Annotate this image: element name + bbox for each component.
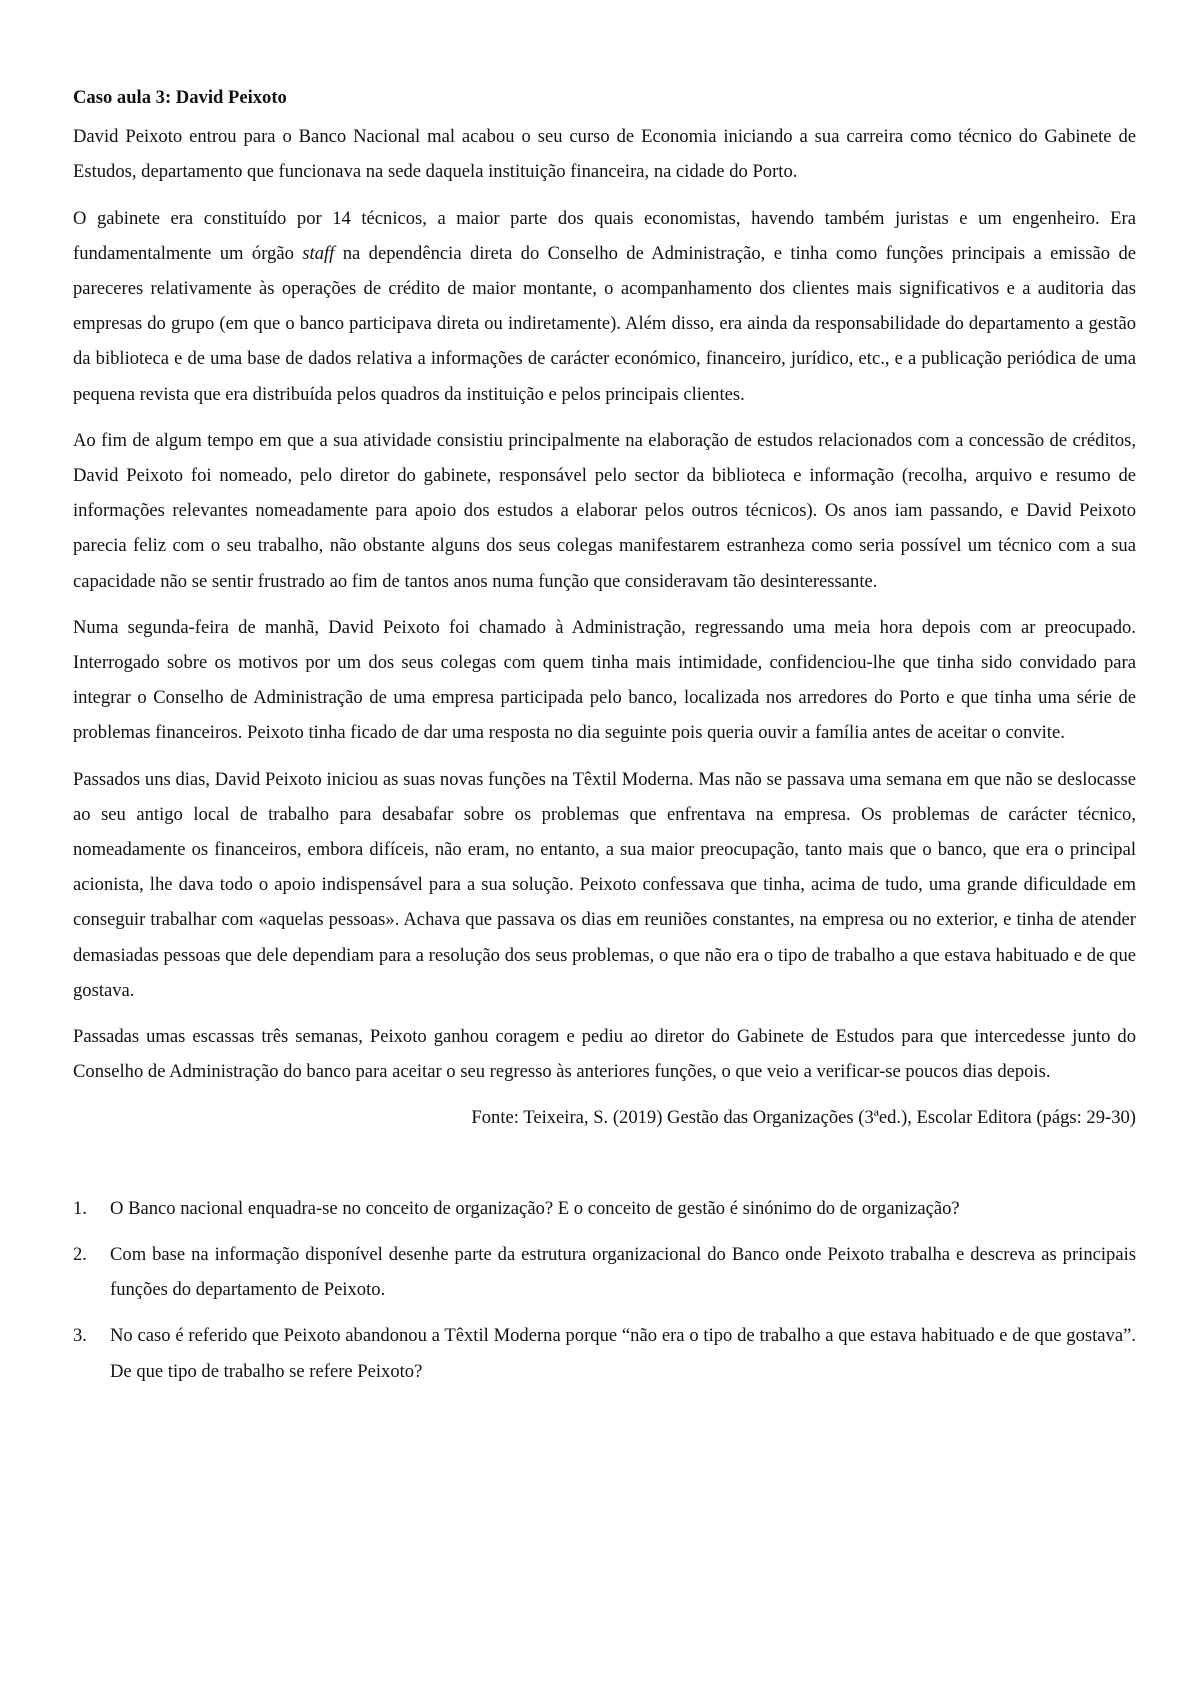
question-text: No caso é referido que Peixoto abandonou a Têxtil Moderna porque “não era o tipo de trabalho a que estava habituado e de que gostava”. De que tipo de trabalho se refere Peixoto? xyxy=(110,1325,1136,1382)
paragraph-text: Numa segunda-feira de manhã, David Peixoto foi chamado à Administração, regressando uma meia hora depois com ar preocupado. Interrogado sobre os motivos por um dos seus colegas com quem tinha mais intimidade, confidenciou-lhe que tinha sido convidado para integrar o Conselho de Administração de uma empresa participada pelo banco, localizada nos arredores do Porto e que tinha uma série de problemas financeiros. Peixoto tinha ficado de dar uma resposta no dia seguinte pois queria ouvir a família antes de aceitar o convite. xyxy=(73,616,1136,744)
paragraph-2 xyxy=(73,201,1136,412)
document-page xyxy=(73,80,1136,1400)
paragraph-text: O gabinete era constituído por 14 técnicos, a maior parte dos quais economistas, havendo também juristas e um engenheiro. Era fundamentalmente um órgão xyxy=(73,207,1136,264)
italic-term: staff xyxy=(302,242,335,264)
question-item-2 xyxy=(73,1237,1136,1307)
paragraph-1 xyxy=(73,119,1136,189)
paragraph-text: na dependência direta do Conselho de Administração, e tinha como funções principais a emissão de pareceres relativamente às operações de crédito de maior montante, o acompanhamento dos clientes mais significativos e a auditoria das empresas do grupo (em que o banco participava direta ou indiretamente). Além disso, era ainda da responsabilidade do departamento a gestão da biblioteca e de uma base de dados relativa a informações de carácter económico, financeiro, jurídico, etc., e a publicação periódica de uma pequena revista que era distribuída pelos quadros da instituição e pelos principais clientes. xyxy=(73,242,1136,405)
question-number: 3. xyxy=(73,1325,87,1347)
paragraph-text: Passados uns dias, David Peixoto iniciou as suas novas funções na Têxtil Moderna. Mas não se passava uma semana em que não se deslocasse ao seu antigo local de trabalho para desabafar sobre os problemas que enfrentava na empresa. Os problemas de carácter técnico, nomeadamente os financeiros, embora difíceis, não eram, no entanto, a sua maior preocupação, tanto mais que o banco, que era o principal acionista, lhe dava todo o apoio indispensável para a sua solução. Peixoto confessava que tinha, acima de tudo, uma grande dificuldade em conseguir trabalhar com «aquelas pessoas». Achava que passava os dias em reuniões constantes, na empresa ou no exterior, e tinha de atender demasiadas pessoas que dele dependiam para a resolução dos seus problemas, o que não era o tipo de trabalho a que estava habituado e de que gostava. xyxy=(73,768,1136,1001)
paragraph-5 xyxy=(73,762,1136,1008)
source-citation: Fonte: Teixeira, S. (2019) Gestão das Organizações (3ªed.), Escolar Editora (págs: 29-30) xyxy=(471,1107,1136,1129)
paragraph-6 xyxy=(73,1019,1136,1089)
question-text: Com base na informação disponível desenhe parte da estrutura organizacional do Banco onde Peixoto trabalha e descreva as principais funções do departamento de Peixoto. xyxy=(110,1243,1136,1301)
question-number: 2. xyxy=(73,1243,87,1265)
paragraph-4 xyxy=(73,610,1136,751)
question-list xyxy=(73,1191,1136,1389)
paragraph-text: Ao fim de algum tempo em que a sua atividade consistiu principalmente na elaboração de estudos relacionados com a concessão de créditos, David Peixoto foi nomeado, pelo diretor do gabinete, responsável pelo sector da biblioteca e informação (recolha, arquivo e resumo de informações relevantes nomeadamente para apoio dos estudos a elaborar pelos outros técnicos). Os anos iam passando, e David Peixoto parecia feliz com o seu trabalho, não obstante alguns dos seus colegas manifestarem estranheza como seria possível um técnico com a sua capacidade não se sentir frustrado ao fim de tantos anos numa função que consideravam tão desinteressante. xyxy=(73,429,1136,592)
question-item-1 xyxy=(73,1191,1136,1226)
paragraph-text: David Peixoto entrou para o Banco Nacional mal acabou o seu curso de Economia iniciando a sua carreira como técnico do Gabinete de Estudos, departamento que funcionava na sede daquela instituição financeira, na cidade do Porto. xyxy=(73,126,1136,183)
question-item-3 xyxy=(73,1318,1136,1388)
question-number: 1. xyxy=(73,1197,87,1219)
document-title: Caso aula 3: David Peixoto xyxy=(73,87,287,108)
paragraph-3 xyxy=(73,423,1136,599)
paragraph-text: Passadas umas escassas três semanas, Peixoto ganhou coragem e pediu ao diretor do Gabinete de Estudos para que intercedesse junto do Conselho de Administração do banco para aceitar o seu regresso às anteriores funções, o que veio a verificar-se poucos dias depois. xyxy=(73,1026,1136,1083)
question-text: O Banco nacional enquadra-se no conceito de organização? E o conceito de gestão é sinónimo do de organização? xyxy=(110,1197,960,1219)
